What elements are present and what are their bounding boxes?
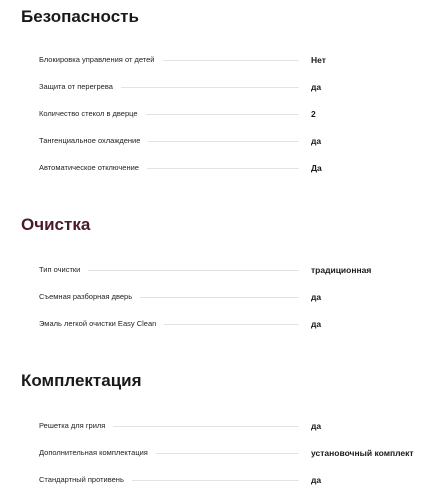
spec-value: да: [311, 475, 322, 485]
spec-label: Эмаль легкой очистки Easy Clean: [39, 316, 164, 332]
spec-label: Защита от перегрева: [39, 79, 121, 95]
spec-label: Тангенциальное охлаждение: [39, 133, 148, 149]
spec-value: да: [311, 421, 322, 431]
spec-row: [39, 316, 436, 332]
spec-label: Стандартный противень: [39, 472, 132, 488]
section-title: Комплектация: [21, 371, 142, 390]
spec-row: [39, 160, 436, 176]
spec-row: [39, 133, 436, 149]
section-title: Безопасность: [21, 7, 139, 26]
spec-row: [39, 262, 436, 278]
section-title: Очистка: [21, 215, 91, 234]
spec-value: Нет: [311, 55, 326, 65]
spec-row: [39, 52, 436, 68]
spec-label: Тип очистки: [39, 262, 88, 278]
spec-value: установочный комплект: [311, 448, 414, 458]
spec-label: Блокировка управления от детей: [39, 52, 163, 68]
spec-row: [39, 289, 436, 305]
spec-row: [39, 418, 436, 434]
spec-value: Да: [311, 163, 322, 173]
spec-value: традиционная: [311, 265, 372, 275]
spec-row: [39, 79, 436, 95]
spec-label: Количество стекол в дверце: [39, 106, 146, 122]
spec-label: Дополнительная комплектация: [39, 445, 156, 461]
spec-row: [39, 106, 436, 122]
spec-value: да: [311, 319, 322, 329]
spec-value: 2: [311, 109, 316, 119]
spec-row: [39, 445, 436, 461]
spec-value: да: [311, 136, 322, 146]
spec-label: Съемная разборная дверь: [39, 289, 140, 305]
spec-label: Автоматическое отключение: [39, 160, 147, 176]
spec-value: да: [311, 292, 322, 302]
spec-row: [39, 472, 436, 488]
spec-label: Решетка для гриля: [39, 418, 113, 434]
spec-value: да: [311, 82, 322, 92]
